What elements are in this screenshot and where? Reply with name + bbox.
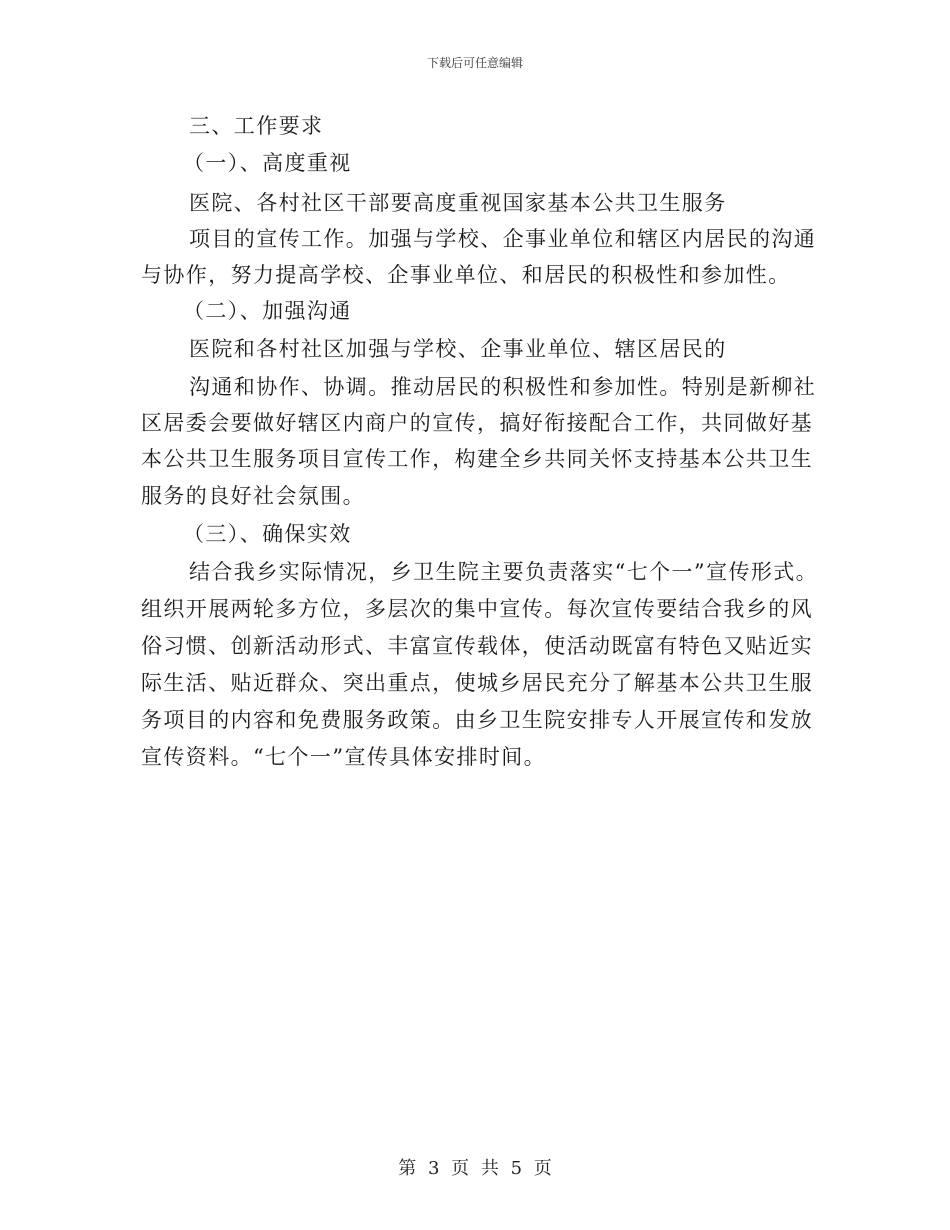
paragraph-line: 医院和各村社区加强与学校、企事业单位、辖区居民的 (189, 337, 727, 361)
paragraph-line: 项目的宣传工作。加强与学校、企事业单位和辖区内居民的沟通 (189, 227, 817, 251)
subsection-heading: （三）、确保实效 (183, 522, 352, 546)
paragraph-line: 际生活、贴近群众、突出重点，使城乡居民充分了解基本公共卫生服 (141, 671, 813, 695)
paragraph-line: 医院、各村社区干部要高度重视国家基本公共卫生服务 (189, 191, 727, 215)
paragraph-line: 区居委会要做好辖区内商户的宣传，搞好衔接配合工作，共同做好基 (141, 411, 813, 435)
paragraph-line: 沟通和协作、协调。推动居民的积极性和参加性。特别是新柳社 (189, 375, 817, 399)
paragraph-line: 务项目的内容和免费服务政策。由乡卫生院安排专人开展宣传和发放 (141, 708, 813, 732)
subsection-heading: （二）、加强沟通 (183, 299, 352, 323)
paragraph-line: 俗习惯、创新活动形式、丰富宣传载体，使活动既富有特色又贴近实 (141, 634, 813, 658)
page-header: 下载后可任意编辑 (426, 56, 523, 70)
paragraph-line: 与协作，努力提高学校、企事业单位、和居民的积极性和参加性。 (141, 263, 791, 287)
paragraph-line: 组织开展两轮多方位，多层次的集中宣传。每次宣传要结合我乡的风 (141, 597, 813, 621)
paragraph-line: 服务的良好社会氛围。 (141, 484, 365, 508)
paragraph-line: 宣传资料。“七个一”宣传具体安排时间。 (141, 745, 547, 769)
paragraph-line: 结合我乡实际情况，乡卫生院主要负责落实“七个一”宣传形式。 (189, 560, 819, 584)
section-heading: 三、工作要求 (189, 114, 324, 138)
subsection-heading: （一）、高度重视 (183, 151, 352, 175)
page-number: 第 3 页 共 5 页 (398, 1158, 552, 1179)
paragraph-line: 本公共卫生服务项目宣传工作，构建全乡共同关怀支持基本公共卫生 (141, 447, 813, 471)
